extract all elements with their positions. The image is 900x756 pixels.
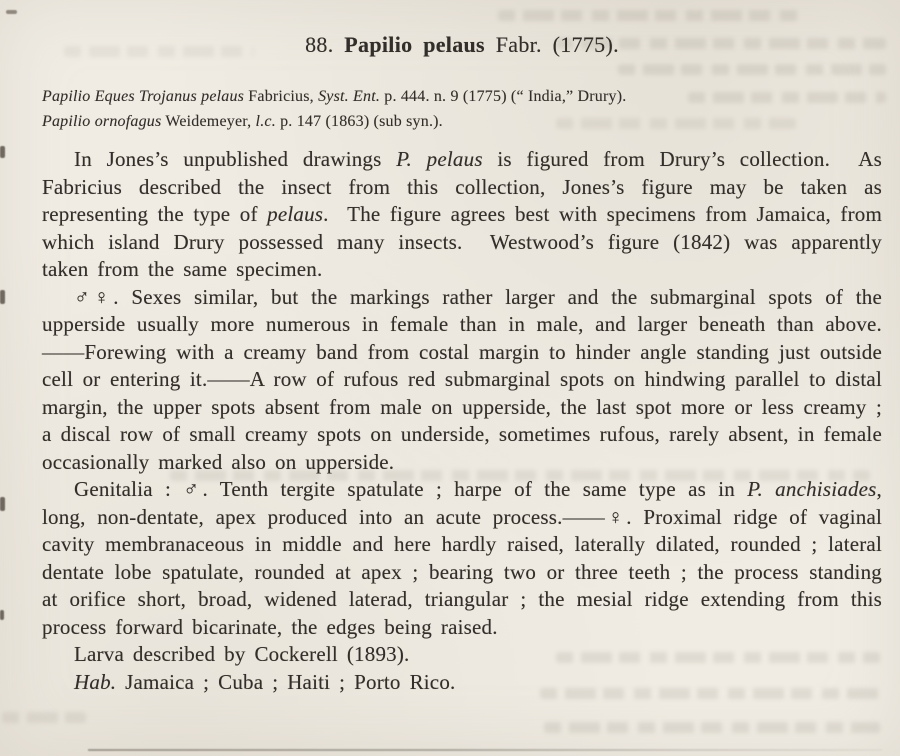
synonymy-entry-fabricius: Papilio Eques Trojanus pelaus Fabricius, Syst. Ent. p. 444. n. 9 (1775) (“ India,” Drury).	[42, 88, 627, 105]
page-content	[0, 32, 900, 696]
bleed-through-artifact	[544, 722, 880, 733]
body-paragraph-larva: Larva described by Cockerell (1893).	[74, 642, 410, 666]
body-paragraph-jones-drawings: In Jones’s unpublished drawings P. pelaus is figured from Drury’s collection. As Fabricius described the insect from this collection, Jones’s figure may be taken as representing the type of pelaus. The figure agrees best with specimens from Jamaica, from which island Drury possessed many insects. Westwood’s figure (1842) was apparently taken from the same specimen.	[42, 147, 891, 281]
species-heading: 88. Papilio pelaus Fabr. (1775).	[305, 32, 619, 57]
synonymy-entry-weidemeyer: Papilio ornofagus Weidemeyer, l.c. p. 147 (1863) (sub syn.).	[42, 113, 443, 130]
body-paragraph-genitalia: Genitalia : ♂. Tenth tergite spatulate ; harpe of the same type as in P. anchisiades, long, non-dentate, apex produced into an acute process.——♀. Proximal ridge of vaginal cavity membranaceous in middle and here hardly raised, laterally dilated, rounded ; lateral dentate lobe spatulate, rounded at apex ; bearing two or three teeth ; the process standing at orifice short, broad, widened laterad, triangular ; the mesial ridge extending from this process forward bicarinate, the edges being raised.	[42, 477, 891, 639]
bleed-through-artifact	[498, 10, 798, 21]
description-text	[42, 146, 891, 696]
synonymy-block	[42, 84, 882, 134]
scan-speck	[6, 10, 17, 14]
body-paragraph-habitat: Hab. Jamaica ; Cuba ; Haiti ; Porto Rico.	[74, 669, 456, 694]
body-paragraph-sexes-markings: ♂♀. Sexes similar, but the markings rather larger and the submarginal spots of the upperside usually more numerous in female than in male, and larger beneath than above.——Forewing with a creamy band from costal margin to hinder angle standing just outside cell or entering it.——A row of rufous red submarginal spots on hindwing parallel to distal margin, the upper spots absent from male on upperside, the last spot more or less creamy ; a discal row of small creamy spots on underside, sometimes rufous, rarely absent, in female occasionally marked also on upperside.	[42, 284, 891, 474]
bleed-through-artifact	[2, 712, 86, 723]
scan-line-artifact	[88, 749, 882, 751]
